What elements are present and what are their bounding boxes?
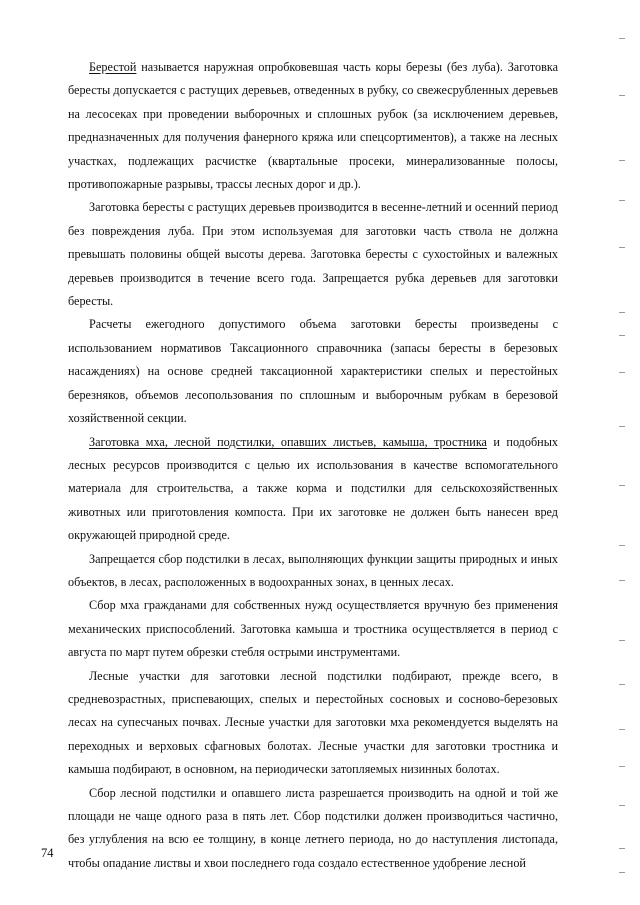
term-moss-litter: Заготовка мха, лесной подстилки, опавших листьев, камыша, тростника	[89, 434, 487, 449]
scan-mark	[619, 729, 625, 730]
scan-mark	[619, 247, 625, 248]
paragraph-text: называется наружная опробковевшая часть коры березы (без луба). Заготовка бересты допускается с растущих деревьев, отведенных в рубку, со свежесрубленных деревьев на лесосеках при проведении выборочных и сплошных рубок (за исключением деревьев, предназначенных для получения фанерного кряжа или спецсортиментов), а также на лесных участках, подлежащих расчистке (квартальные просеки, минерализованные полосы, противопожарные разрывы, трассы лесных дорог и др.).	[68, 60, 558, 192]
scan-mark	[619, 848, 625, 849]
page-number: 74	[41, 846, 54, 860]
scan-mark	[619, 200, 625, 201]
paragraph-moss-collection	[68, 594, 558, 664]
scan-mark	[619, 545, 625, 546]
paragraph-text: Расчеты ежегодного допустимого объема заготовки бересты произведены с использованием нормативов Таксационного справочника (запасы бересты в березовых насаждениях) на основе средней таксационной характеристики спелых и перестойных березняков, объемов лесопользования по сплошным и выборочным рубкам в березовой хозяйственной секции.	[68, 317, 558, 426]
scan-mark	[619, 372, 625, 373]
scan-mark	[619, 160, 625, 161]
scan-mark	[619, 485, 625, 486]
paragraph-text: Заготовка бересты с растущих деревьев производится в весенне-летний и осенний период без повреждения луба. При этом используемая для заготовки часть ствола не должна превышать половины общей высоты дерева. Заготовка бересты с сухостойных и валежных деревьев производится в течение всего года. Запрещается рубка деревьев для заготовки бересты.	[68, 200, 558, 309]
document-body	[68, 56, 558, 875]
scan-mark	[619, 872, 625, 873]
term-birch-bark: Берестой	[89, 60, 137, 74]
paragraph-moss-litter-definition	[68, 431, 558, 548]
paragraph-site-selection	[68, 665, 558, 782]
paragraph-text: Сбор лесной подстилки и опавшего листа разрешается производить на одной и той же площади не чаще одного раза в пять лет. Сбор подстилки должен производиться частично, без углубления на всю ее толщину, в конце летнего периода, но до наступления листопада, чтобы опадание листвы и хвои последнего года создало естественное удобрение лесной	[68, 785, 558, 870]
scan-mark	[619, 640, 625, 641]
paragraph-text: Запрещается сбор подстилки в лесах, выполняющих функции защиты природных и иных объектов, в лесах, расположенных в водоохранных зонах, в ценных лесах.	[68, 551, 558, 589]
scan-mark	[619, 580, 625, 581]
paragraph-text: и подобных лесных ресурсов производится с целью их использования в качестве вспомогательного материала для строительства, а также корма и подстилки для сельскохозяйственных животных или приготовления компоста. При их заготовке не должен быть нанесен вред окружающей природной среде.	[68, 434, 558, 543]
scan-mark	[619, 684, 625, 685]
paragraph-litter-frequency	[68, 782, 558, 876]
scan-mark	[619, 95, 625, 96]
scan-mark	[619, 426, 625, 427]
scan-mark	[619, 766, 625, 767]
paragraph-text: Лесные участки для заготовки лесной подстилки подбирают, прежде всего, в средневозрастных, приспевающих, спелых и перестойных сосновых и сосново-березовых лесах на супесчаных почвах. Лесные участки для заготовки мха рекомендуется выделять на переходных и верховых сфагновых болотах. Лесные участки для заготовки тростника и камыша подбирают, в основном, на периодически затопляемых низинных болотах.	[68, 668, 558, 777]
paragraph-text: Сбор мха гражданами для собственных нужд осуществляется вручную без применения механических приспособлений. Заготовка камыша и тростника осуществляется в период с августа по март путем обрезки стебля острыми инструментами.	[68, 598, 558, 660]
scan-mark	[619, 805, 625, 806]
scan-mark	[619, 335, 625, 336]
paragraph-birch-bark-harvest-period	[68, 196, 558, 313]
scan-mark	[619, 312, 625, 313]
scan-mark	[619, 38, 625, 39]
paragraph-birch-bark-calculations	[68, 313, 558, 430]
paragraph-litter-prohibition	[68, 548, 558, 595]
paragraph-birch-bark-definition	[68, 56, 558, 196]
